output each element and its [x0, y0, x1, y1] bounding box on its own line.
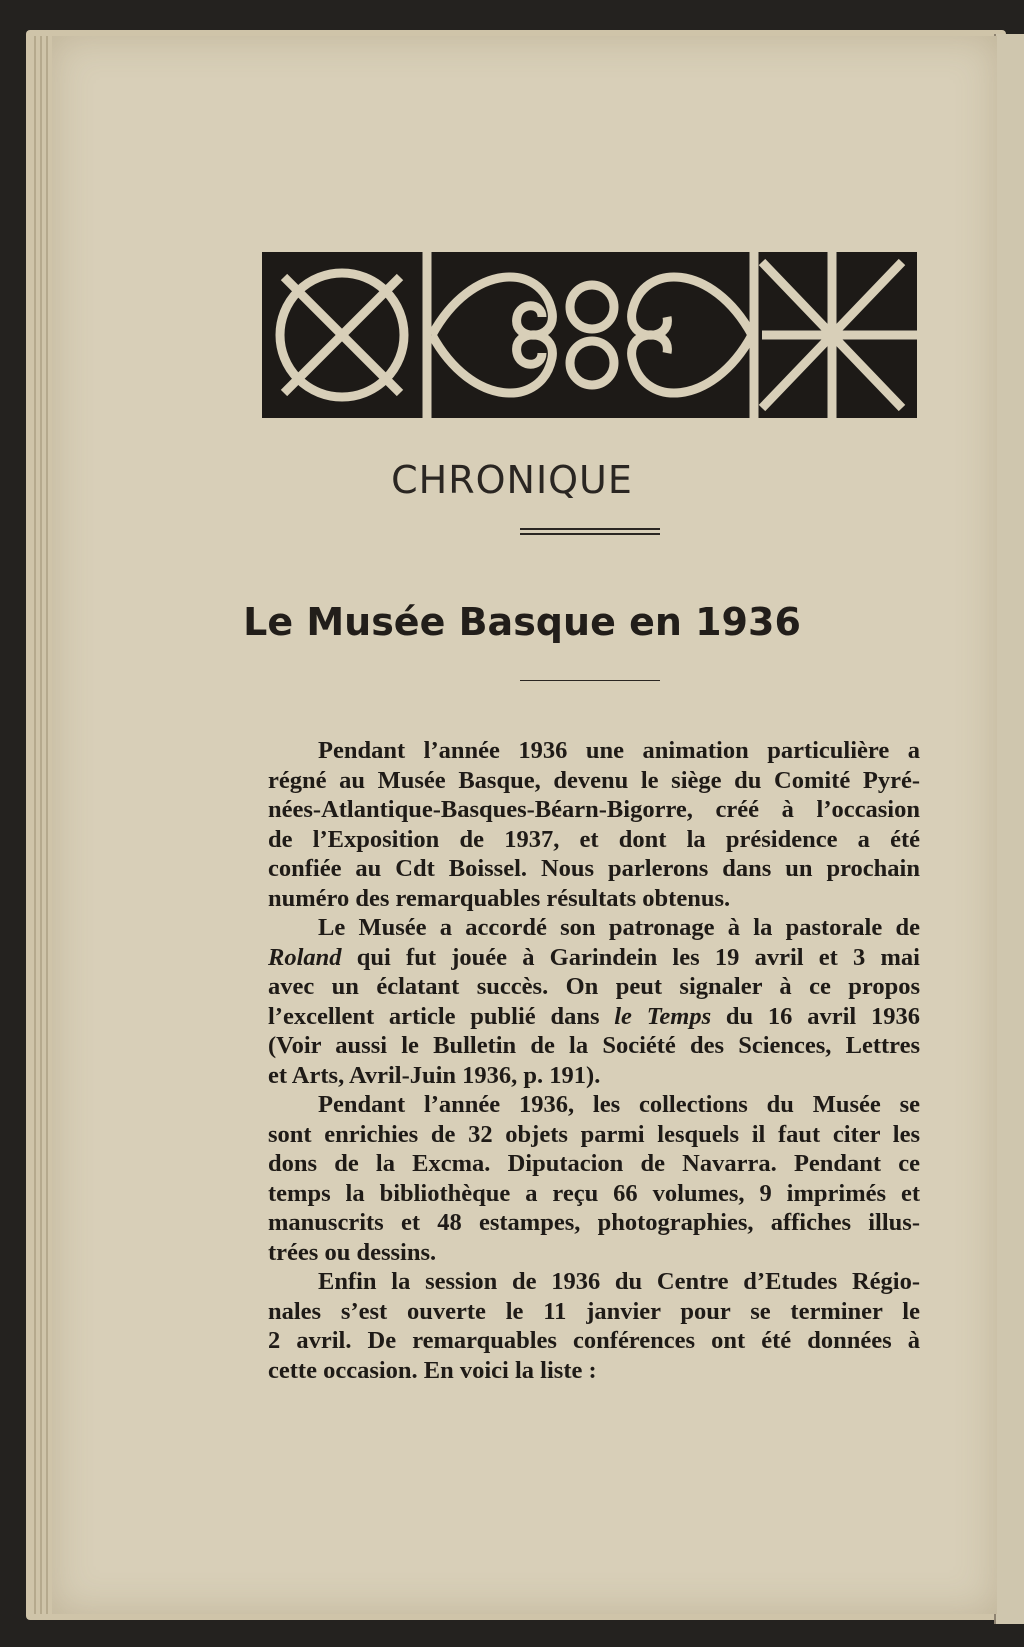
text-line: (Voir aussi le Bulletin de la Société des Sciences, Lettres: [268, 1032, 920, 1059]
text-line: numéro des remarquables résultats obtenus.: [268, 884, 731, 912]
text-line: cette occasion. En voici la liste :: [268, 1356, 597, 1384]
text-line: Pendant l’année 1936 une animation particulière a: [318, 737, 920, 764]
double-rule-top: [520, 528, 660, 530]
page-edge: [46, 36, 48, 1614]
page-edge: [40, 36, 42, 1614]
text-line: avec un éclatant succès. On peut signaler à ce propos: [268, 973, 920, 1000]
text-line: l’excellent article publié dans le Temps du 16 avril 1936: [268, 1002, 920, 1030]
text-line: Roland qui fut jouée à Garindein les 19 avril et 3 mai: [268, 943, 920, 971]
text-line: dons de la Excma. Diputacion de Navarra. Pendant ce: [268, 1150, 920, 1177]
text-line: trées ou dessins.: [268, 1238, 437, 1266]
text-line: nales s’est ouverte le 11 janvier pour se terminer le: [268, 1297, 920, 1325]
text-line: temps la bibliothèque a reçu 66 volumes, 9 imprimés et: [268, 1179, 920, 1207]
paragraph: [268, 1090, 920, 1267]
text-line: et Arts, Avril-Juin 1936, p. 191).: [268, 1061, 601, 1089]
article-title: Le Musée Basque en 1936: [243, 600, 801, 644]
article-body: [268, 736, 920, 1385]
basque-ornament-band: [262, 252, 917, 418]
double-rule-bottom: [520, 533, 660, 535]
facing-page-edge: [994, 34, 1024, 1624]
text-line: sont enrichies de 32 objets parmi lesquels il faut citer les: [268, 1120, 920, 1148]
text-line: Pendant l’année 1936, les collections du Musée se: [318, 1091, 920, 1118]
section-heading: CHRONIQUE: [391, 458, 633, 502]
text-line: 2 avril. De remarquables conférences ont été données à: [268, 1327, 920, 1354]
text-line: régné au Musée Basque, devenu le siège du Comité Pyré-: [268, 766, 920, 794]
text-line: de l’Exposition de 1937, et dont la présidence a été: [268, 825, 920, 853]
paragraph: [268, 1267, 920, 1385]
page-edge: [34, 36, 36, 1614]
paragraph: [268, 736, 920, 913]
text-line: Enfin la session de 1936 du Centre d’Etudes Régio-: [318, 1268, 920, 1295]
text-line: Le Musée a accordé son patronage à la pastorale de: [318, 914, 920, 941]
paragraph: [268, 913, 920, 1090]
title-rule: [520, 680, 660, 681]
text-line: confiée au Cdt Boissel. Nous parlerons dans un prochain: [268, 855, 920, 882]
text-line: nées-Atlantique-Basques-Béarn-Bigorre, créé à l’occasion: [268, 796, 920, 823]
text-line: manuscrits et 48 estampes, photographies, affiches illus-: [268, 1209, 920, 1236]
